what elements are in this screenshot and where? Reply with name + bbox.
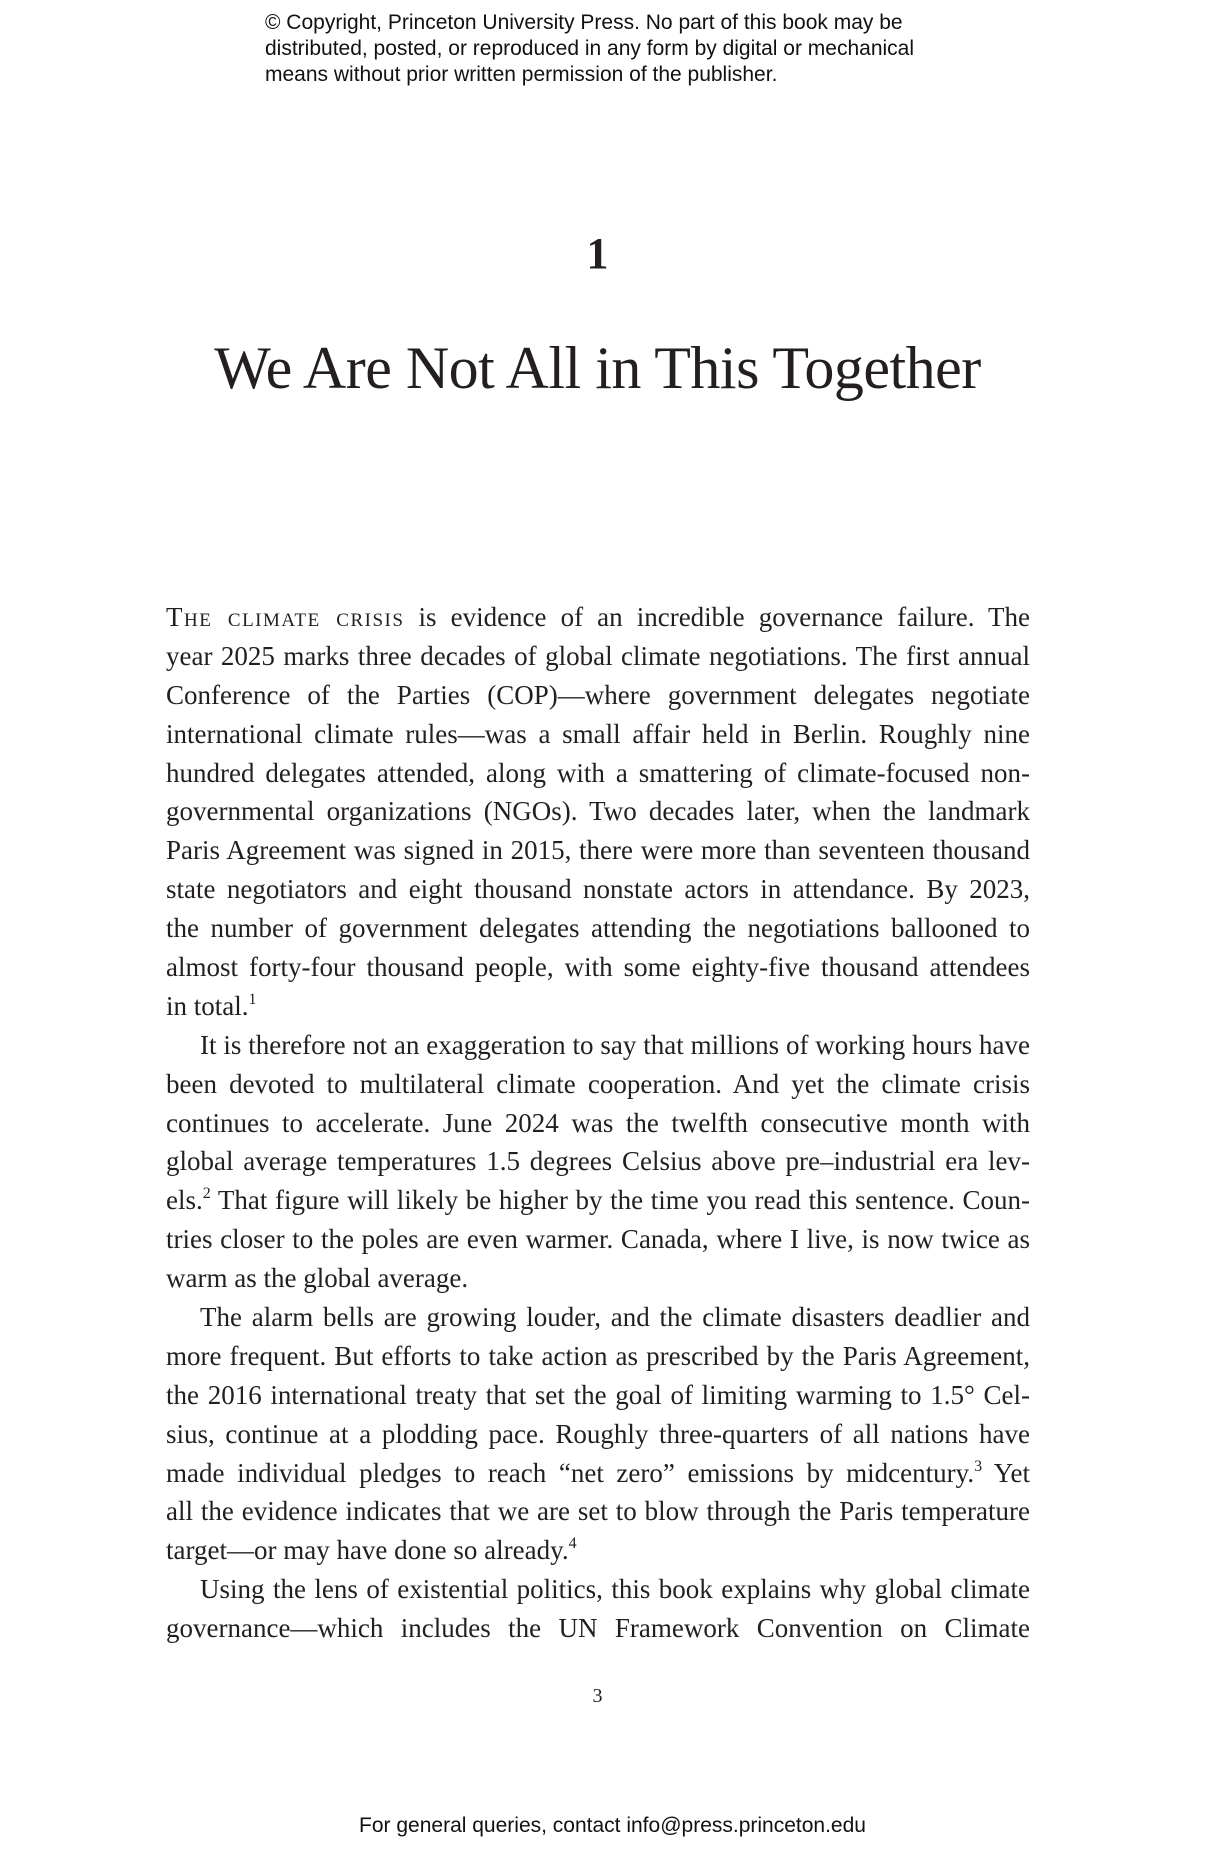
copyright-line: distributed, posted, or reproduced in any form by digital or mechanical: [265, 37, 915, 60]
footnote-ref: 4: [568, 1535, 577, 1553]
footnote-ref: 2: [202, 1185, 211, 1203]
text-line: The alarm bells are growing louder, and the climate disasters deadlier and: [200, 1302, 1030, 1333]
chapter-title: We Are Not All in This Together: [214, 335, 981, 401]
footnote-ref: 3: [974, 1457, 983, 1475]
body-text: [166, 598, 1030, 1648]
text-line: been devoted to multilateral climate cooperation. And yet the climate crisis: [166, 1068, 1030, 1099]
text-line: It is therefore not an exaggeration to say that millions of working hours have: [200, 1029, 1030, 1060]
text-line: governance—which includes the UN Framework Convention on Climate: [166, 1613, 1030, 1644]
text-fragment: That figure will likely be higher by the time you read this sentence. Coun-: [210, 1185, 1030, 1216]
text-line: the 2016 international treaty that set the goal of limiting warming to 1.5° Cel-: [166, 1379, 1030, 1410]
text-line: [166, 598, 1030, 637]
text-fragment: is evidence of an incredible governance failure. The: [404, 602, 1030, 632]
text-line: Paris Agreement was signed in 2015, there were more than seventeen thousand: [166, 835, 1030, 866]
text-line: international climate rules—was a small affair held in Berlin. Roughly nine: [166, 718, 1030, 749]
text-line: continues to accelerate. June 2024 was the twelfth consecutive month with: [166, 1107, 1030, 1138]
copyright-notice: [265, 10, 985, 88]
text-fragment: in total.: [166, 990, 249, 1021]
text-line: hundred delegates attended, along with a smattering of climate-focused non-: [166, 757, 1030, 788]
text-line: state negotiators and eight thousand nonstate actors in attendance. By 2023,: [166, 874, 1030, 905]
text-line: all the evidence indicates that we are set to blow through the Paris temperature: [166, 1496, 1030, 1527]
text-line: Conference of the Parties (COP)—where government delegates negotiate: [166, 679, 1030, 710]
text-line: [166, 1454, 1030, 1493]
copyright-line: means without prior written permission of the publisher.: [265, 63, 778, 86]
footer-contact: For general queries, contact info@press.princeton.edu: [359, 1814, 866, 1837]
text-line: global average temperatures 1.5 degrees Celsius above pre–industrial era lev-: [166, 1146, 1030, 1177]
text-line: warm as the global average.: [166, 1263, 469, 1294]
text-line: the number of government delegates attending the negotiations ballooned to: [166, 913, 1030, 944]
footnote-ref: 1: [248, 990, 257, 1008]
text-line: tries closer to the poles are even warmer. Canada, where I live, is now twice as: [166, 1224, 1030, 1255]
text-line: [166, 987, 1030, 1026]
text-fragment: els.: [166, 1185, 203, 1216]
text-fragment: target—or may have done so already.: [166, 1535, 569, 1566]
text-line: [166, 1531, 1030, 1570]
chapter-number: 1: [586, 229, 609, 278]
text-line: more frequent. But efforts to take action as prescribed by the Paris Agreement,: [166, 1340, 1030, 1371]
text-line: governmental organizations (NGOs). Two decades later, when the landmark: [166, 796, 1030, 827]
text-line: sius, continue at a plodding pace. Roughly three-quarters of all nations have: [166, 1418, 1030, 1449]
text-line: year 2025 marks three decades of global climate negotiations. The first annual: [166, 640, 1030, 671]
page-number: 3: [592, 1685, 603, 1707]
text-line: [166, 1181, 1030, 1220]
text-fragment: Yet: [982, 1457, 1030, 1488]
copyright-line: © Copyright, Princeton University Press. No part of this book may be: [265, 11, 903, 34]
text-line: Using the lens of existential politics, this book explains why global climate: [200, 1574, 1030, 1605]
opening-smallcaps: The climate crisis: [166, 602, 405, 632]
text-line: almost forty-four thousand people, with some eighty-five thousand attendees: [166, 952, 1030, 983]
text-fragment: made individual pledges to reach “net zero” emissions by midcentury.: [166, 1457, 975, 1488]
